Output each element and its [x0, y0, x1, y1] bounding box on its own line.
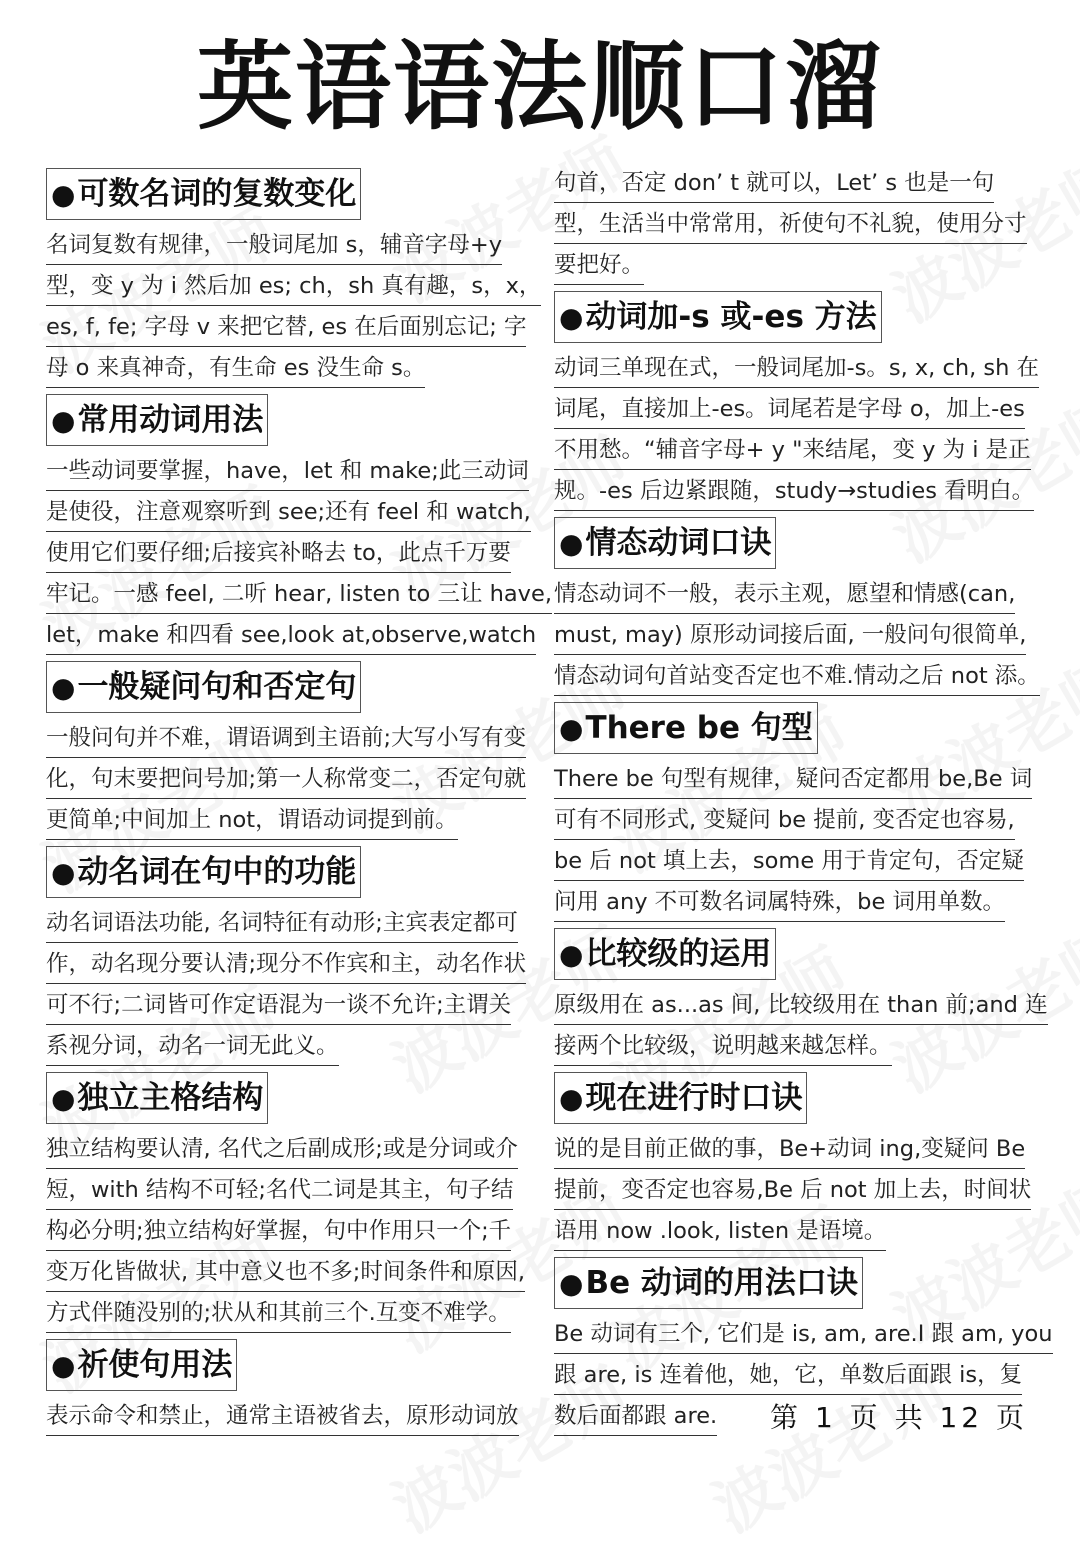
bullet-icon: ● [559, 938, 584, 971]
section-heading [46, 1339, 237, 1391]
text-line: 提前，变否定也容易,Be 后 not 加上去，时间状 [554, 1171, 1031, 1210]
text-line: 系视分词，动名一词无此义。 [46, 1027, 339, 1066]
text-line: 数后面都跟 are. [554, 1397, 717, 1436]
text-line: 表示命令和禁止，通常主语被省去，原形动词放 [46, 1397, 519, 1436]
section-heading-text: 一般疑问句和否定句 [77, 669, 357, 705]
section-heading-text: 现在进行时口诀 [585, 1080, 803, 1116]
section-heading [46, 661, 361, 713]
text-line: 方式伴随没别的;状从和其前三个.互变不难学。 [46, 1294, 511, 1333]
section-heading-text: 祈使句用法 [77, 1347, 233, 1383]
section-heading-text: 常用动词用法 [77, 402, 264, 438]
text-line: 一些动词要掌握，have，let 和 make;此三动词 [46, 452, 529, 491]
bullet-icon: ● [51, 178, 76, 211]
text-line: 情态动词不一般，表示主观，愿望和情感(can, [554, 575, 1015, 614]
text-line: 句首，否定 don’ t 就可以，Let’ s 也是一句 [554, 164, 994, 203]
section-heading-text: 动名词在句中的功能 [77, 854, 357, 890]
section-heading-text: 比较级的运用 [585, 936, 772, 972]
text-line: 动名词语法功能, 名词特征有动形;主宾表定都可 [46, 904, 518, 943]
section-heading-text: 情态动词口诀 [585, 525, 772, 561]
bullet-icon: ● [559, 301, 584, 334]
section-heading [554, 702, 818, 754]
text-line: 型，生活当中常常用，祈使句不礼貌，使用分寸 [554, 205, 1027, 244]
text-line: 一般问句并不难，谓语调到主语前;大写小写有变 [46, 719, 526, 758]
text-line: 问用 any 不可数名词属特殊，be 词用单数。 [554, 883, 1005, 922]
section-heading-text: Be 动词的用法口诀 [585, 1265, 858, 1301]
text-line: 母 o 来真神奇，有生命 es 没生命 s。 [46, 349, 425, 388]
section-heading [554, 291, 882, 343]
text-line: 型，变 y 为 i 然后加 es; ch，sh 真有趣，s，x， [46, 267, 541, 306]
text-line: es, f, fe; 字母 v 来把它替, es 在后面别忘记; 字 [46, 308, 526, 347]
text-line: 跟 are, is 连着他，她，它，单数后面跟 is，复 [554, 1356, 1022, 1395]
text-line: 动词三单现在式，一般词尾加-s。s, x, ch, sh 在 [554, 349, 1039, 388]
text-line: 化，句末要把问号加;第一人称常变二，否定句就 [46, 760, 526, 799]
section-heading [554, 1257, 863, 1309]
bullet-icon: ● [51, 1349, 76, 1382]
text-line: 规。-es 后边紧跟随，study→studies 看明白。 [554, 472, 1034, 511]
bullet-icon: ● [51, 856, 76, 889]
text-line: 变万化皆做状, 其中意义也不多;时间条件和原因, [46, 1253, 525, 1292]
section-heading-text: 可数名词的复数变化 [77, 176, 357, 212]
bullet-icon: ● [51, 671, 76, 704]
text-line: 独立结构要认清, 名代之后副成形;或是分词或介 [46, 1130, 518, 1169]
text-line: 是使役，注意观察听到 see;还有 feel 和 watch, [46, 493, 531, 532]
bullet-icon: ● [559, 1082, 584, 1115]
text-line: There be 句型有规律，疑问否定都用 be,Be 词 [554, 760, 1032, 799]
text-line: 使用它们要仔细;后接宾补略去 to，此点千万要 [46, 534, 511, 573]
section-heading [554, 928, 776, 980]
section-heading [554, 517, 776, 569]
text-line: 名词复数有规律，一般词尾加 s，辅音字母+y [46, 226, 502, 265]
bullet-icon: ● [559, 1267, 584, 1300]
section-heading [46, 394, 268, 446]
section-heading [46, 1072, 268, 1124]
bullet-icon: ● [559, 712, 584, 745]
right-column [554, 164, 1053, 1438]
section-heading [554, 1072, 807, 1124]
text-line: 牢记。一感 feel, 二听 hear, listen to 三让 have, [46, 575, 552, 614]
text-line: 可有不同形式, 变疑问 be 提前, 变否定也容易, [554, 801, 1015, 840]
bullet-icon: ● [51, 1082, 76, 1115]
text-line: 语用 now .look, listen 是语境。 [554, 1212, 886, 1251]
text-line: 情态动词句首站变否定也不难.情动之后 not 添。 [554, 657, 1040, 696]
bullet-icon: ● [559, 527, 584, 560]
text-line: 短，with 结构不可轻;名代二词是其主，句子结 [46, 1171, 513, 1210]
left-column [46, 164, 552, 1438]
text-line: 可不行;二词皆可作定语混为一谈不允许;主谓关 [46, 986, 511, 1025]
page-title: 英语语法顺口溜 [197, 31, 883, 143]
text-line: 构必分明;独立结构好掌握，句中作用只一个;千 [46, 1212, 511, 1251]
section-heading-text: 动词加-s 或-es 方法 [585, 299, 877, 335]
section-heading [46, 846, 361, 898]
text-line: 原级用在 as...as 间, 比较级用在 than 前;and 连 [554, 986, 1048, 1025]
text-line: 不用愁。“辅音字母+ y "来结尾，变 y 为 i 是正 [554, 431, 1031, 470]
section-heading-text: 独立主格结构 [77, 1080, 264, 1116]
text-line: 更简单;中间加上 not，谓语动词提到前。 [46, 801, 458, 840]
text-line: 说的是目前正做的事，Be+动词 ing,变疑问 Be [554, 1130, 1025, 1169]
page-number: 第 1 页 共 12 页 [770, 1401, 1028, 1434]
text-line: 接两个比较级，说明越来越怎样。 [554, 1027, 892, 1066]
text-line: be 后 not 填上去，some 用于肯定句，否定疑 [554, 842, 1024, 881]
section-heading [46, 168, 361, 220]
bullet-icon: ● [51, 404, 76, 437]
text-line: 词尾，直接加上-es。词尾若是字母 o，加上-es [554, 390, 1025, 429]
section-heading-text: There be 句型 [585, 710, 813, 746]
text-line: 作，动名现分要认清;现分不作宾和主，动名作状 [46, 945, 526, 984]
text-line: 要把好。 [554, 246, 644, 285]
text-line: let，make 和四看 see,look at,observe,watch [46, 616, 536, 655]
text-line: must, may) 原形动词接后面, 一般问句很简单, [554, 616, 1026, 655]
text-line: Be 动词有三个, 它们是 is, am, are.I 跟 am, you [554, 1315, 1053, 1354]
